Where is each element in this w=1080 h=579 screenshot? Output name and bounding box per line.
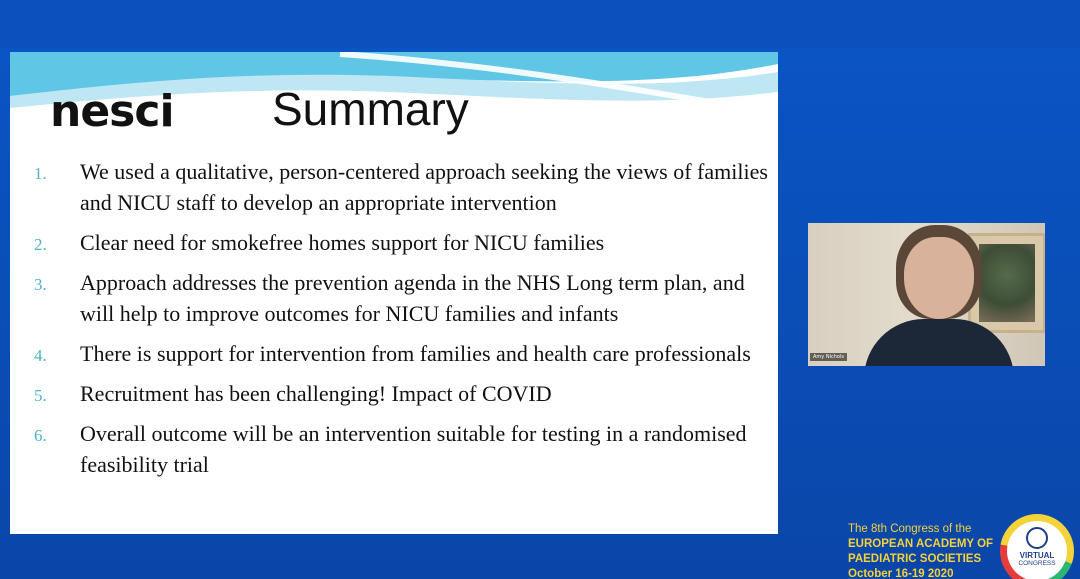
wall-picture (979, 244, 1035, 322)
list-item (34, 418, 774, 480)
virtual-congress-badge (1000, 514, 1074, 579)
list-item (34, 338, 774, 369)
point-text: Overall outcome will be an intervention suitable for testing in a randomised feasibility trial (80, 421, 747, 477)
top-bar (0, 0, 1080, 48)
slide-title: Summary (272, 83, 469, 135)
point-text: Clear need for smokefree homes support for NICU families (80, 230, 605, 255)
congress-dates: October 16-19 2020 (848, 568, 954, 579)
congress-edition: The 8th Congress of the (848, 523, 972, 535)
summary-list (34, 156, 774, 489)
shared-slide (10, 52, 778, 534)
list-item (34, 378, 774, 409)
speaker-video-tile[interactable] (808, 223, 1045, 366)
badge-sublabel: CONGRESS (1018, 560, 1056, 567)
congress-branding (848, 522, 998, 579)
congress-name-line1: EUROPEAN ACADEMY OF (848, 538, 994, 550)
speaker-face (904, 237, 974, 319)
point-number: 4. (34, 346, 47, 365)
globe-icon (1026, 527, 1048, 549)
point-number: 6. (34, 426, 47, 445)
point-number: 2. (34, 235, 47, 254)
point-number: 5. (34, 386, 47, 405)
point-text: Recruitment has been challenging! Impact of COVID (80, 381, 552, 406)
point-text: There is support for intervention from families and health care professionals (80, 341, 751, 366)
point-number: 1. (34, 164, 47, 183)
point-text: Approach addresses the prevention agenda in the NHS Long term plan, and will help to improve outcomes for NICU families and infants (80, 270, 745, 326)
nesci-logo: nesci (50, 86, 174, 137)
badge-inner (1007, 521, 1067, 579)
point-text: We used a qualitative, person-centered approach seeking the views of families and NICU staff to develop an appropriate intervention (80, 159, 768, 215)
list-item (34, 156, 774, 218)
list-item (34, 267, 774, 329)
list-item (34, 227, 774, 258)
speaker-name-label: Amy Nichols (810, 353, 847, 361)
point-number: 3. (34, 275, 47, 294)
congress-name-line2: PAEDIATRIC SOCIETIES (848, 553, 982, 565)
badge-label: VIRTUAL (1019, 551, 1055, 560)
